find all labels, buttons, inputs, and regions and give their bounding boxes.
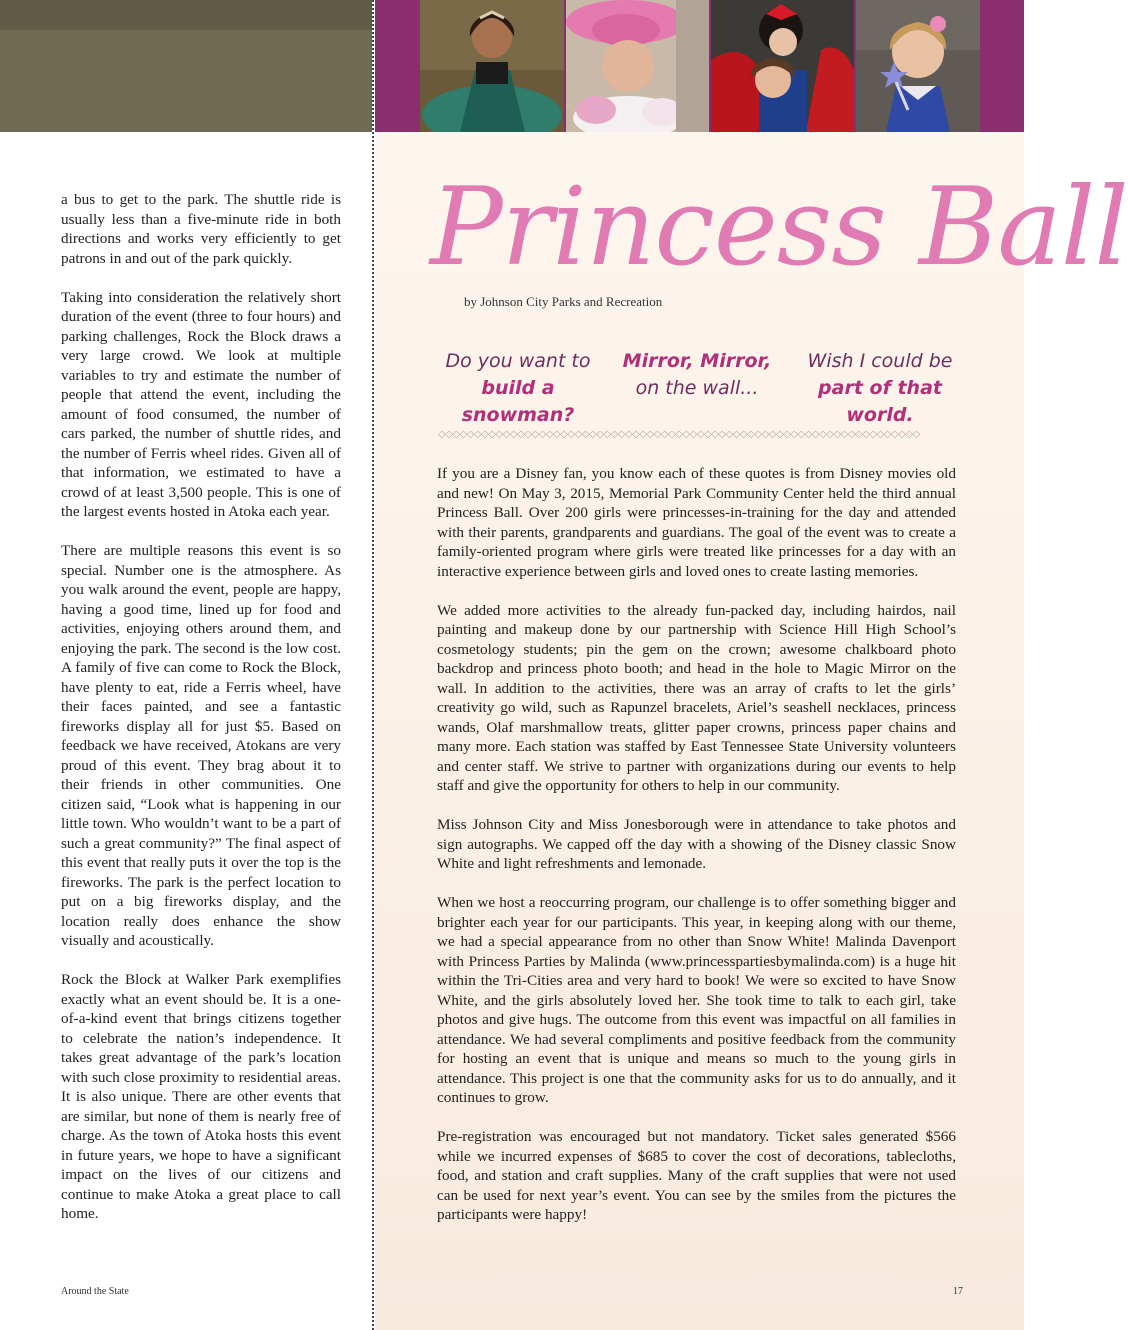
article-byline: by Johnson City Parks and Recreation: [464, 294, 663, 309]
left-paragraph-2: Taking into consideration the relatively short duration of the event (three to four hours) and parking challenges, Rock the Block draws a very large crowd. We look at multiple variables to try and estimate the number of people that attend the event, including the amount of food consumed, the number of cars parked, the number of shuttle rides, and the number of Ferris wheel rides. Given all of that information, we estimated to have a crowd of at least 3,500 people. This is one of the largest events hosted in Atoka each year.: [61, 288, 341, 520]
quote-part-of-world: [795, 348, 965, 429]
left-column-text: [61, 190, 341, 1243]
quote-2-line-1: Mirror, Mirror,: [622, 350, 772, 372]
girl-in-pink-hat-photo: [566, 0, 709, 132]
quote-mirror: [612, 348, 782, 402]
quote-3-line-1: Wish I could be: [807, 350, 953, 372]
article-paragraph-4: When we host a reoccurring program, our challenge is to offer something bigger and brighter each year for our participants. This year, in keeping along with our theme, we had a special appearance from no other than Snow White! Malinda Davenport with Princess Parties by Malinda (www.princesspartiesbymalinda.com) is a huge hit within the Tri-Cities area and very hard to book! We were so excited to have Snow White, and the girls absolutely loved her. She took time to talk to each girl, take photos and give hugs. The outcome from this event was impactful on all families in attendance. We had several compliments and positive feedback from the community for hosting an event that is unique and means so much to the young girls in attendance. This project is one that the community asks for us to do annually, and it continues to grow.: [437, 894, 956, 1106]
quote-3-line-2: part of that world.: [818, 377, 942, 426]
girl-hugging-snow-white-photo: [711, 0, 854, 132]
left-paragraph-4: Rock the Block at Walker Park exemplifies exactly what an event should be. It is a one-of-a-kind event that brings citizens together to celebrate the nation’s independence. It takes great advantage of the park’s location with such close proximity to residential areas. It is also unique. There are other events that are similar, but none of them is nearly free of charge. As the town of Atoka hosts this event in future years, we hope to have a significant impact on the lives of our citizens and continue to make Atoka a great place to call home.: [61, 971, 341, 1222]
article-paragraph-2: We added more activities to the already fun-packed day, including hairdos, nail painting and makeup done by our partnership with Science Hill High School’s cosmetology students; pin the gem on the crown; awesome chalkboard photo backdrop and princess photo booth; and head in the hole to Magic Mirror on the wall. In addition to the activities, there was an array of crafts to let the girls’ creativity go wild, such as Rapunzel bracelets, Ariel’s seashell necklaces, princess wands, Olaf marshmallow treats, glitter paper crowns, princess paper chains and many more. Each station was staffed by East Tennessee State University volunteers and center staff. We strive to partner with organizations during our events to help staff and give the opportunity for others to help in our community.: [437, 601, 956, 794]
diamond-divider: ◇◇◇◇◇◇◇◇◇◇◇◇◇◇◇◇◇◇◇◇◇◇◇◇◇◇◇◇◇◇◇◇◇◇◇◇◇◇◇◇◇◇◇◇◇◇◇◇◇◇◇◇◇◇◇◇◇◇◇◇◇◇◇◇◇◇◇: [438, 429, 920, 440]
quote-2-line-2: on the wall...: [635, 377, 759, 399]
article-paragraph-3: Miss Johnson City and Miss Jonesborough were in attendance to take photos and sign autographs. We capped off the day with a showing of the Disney classic Snow White and light refreshments and lemonade.: [437, 816, 956, 872]
article-body: [437, 464, 956, 1244]
article-paragraph-1: If you are a Disney fan, you know each of these quotes is from Disney movies old and new! On May 3, 2015, Memorial Park Community Center held the third annual Princess Ball. Over 200 girls were princesses-in-training for the day and attended with their parents, grandparents and guardians. The goal of the event was to create a family-oriented program where girls were treated like princesses for a day with an interactive experience between girls and loved ones to create lasting memories.: [437, 465, 956, 580]
column-divider: [372, 0, 374, 1330]
quote-1-line-2: build a snowman?: [461, 377, 575, 426]
footer-section-name: Around the State: [61, 1286, 129, 1297]
top-banner-left: [0, 0, 372, 132]
quote-1-line-1: Do you want to: [445, 350, 591, 372]
page-number: 17: [953, 1286, 963, 1297]
left-paragraph-3: There are multiple reasons this event is so special. Number one is the atmosphere. As you walk around the event, people are happy, having a good time, lined up for food and activities, enjoying others around them, and enjoying the park. The second is the low cost. A family of five can come to Rock the Block, have plenty to eat, ride a Ferris wheel, have their faces painted, and see a fantastic fireworks display all for just $5. Based on feedback we have received, Atokans are very proud of this event. They brag about it to their friends in other communities. One citizen said, “Look what is happening in our little town. Who wouldn’t want to be a part of such a great community?” The final aspect of this event that really puts it over the top is the fireworks. The park is the perfect location to put on a big fireworks display, and the location really does enhance the show visually and acoustically.: [61, 542, 341, 949]
article-title: Princess Ball: [430, 165, 1128, 290]
left-paragraph-1: a bus to get to the park. The shuttle ride is usually less than a five-minute ride in both directions and works very efficiently to get patrons in and out of the park quickly.: [61, 191, 341, 267]
girl-in-green-dress-photo: [420, 0, 564, 132]
quote-snowman: [433, 348, 603, 429]
article-paragraph-5: Pre-registration was encouraged but not mandatory. Ticket sales generated $566 while we incurred expenses of $685 to cover the cost of decorations, tablecloths, food, and station and craft supplies. Many of the craft supplies that were not used can be used for next year’s event. You can see by the smiles from the pictures the participants were happy!: [437, 1128, 956, 1223]
banner-stripe: [0, 0, 372, 30]
girl-with-star-wand-photo: [856, 0, 980, 132]
